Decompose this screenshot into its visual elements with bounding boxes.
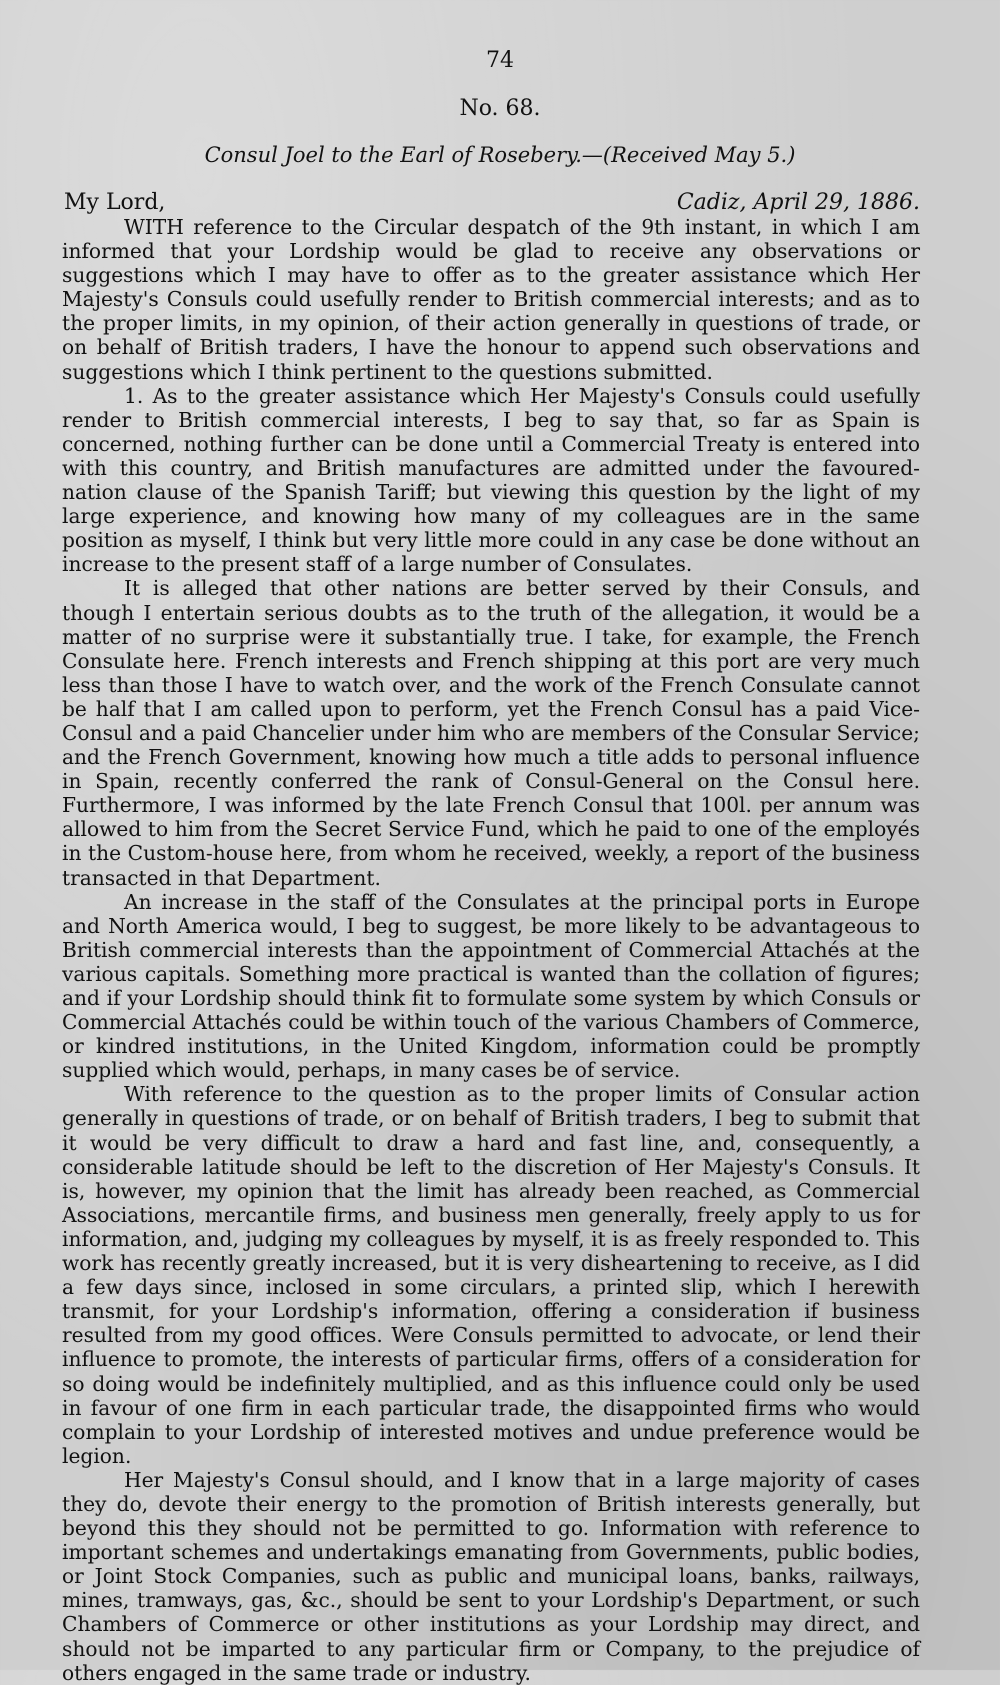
paragraph: 1. As to the greater assistance which Her Majesty's Consuls could usefully render to British commercial interests, I beg to say that, so far as Spain is concerned, nothing further can be done until a Commercial Treaty is entered into with this country, and British manufactures are admitted under the favoured-nation clause of the Spanish Tariff; but viewing this question by the light of my large experience, and knowing how many of my colleagues are in the same position as myself, I think but very little more could in any case be done without an increase to the present staff of a large number of Consulates. [62, 383, 920, 577]
letter-body [62, 215, 920, 1685]
page-number: 74 [486, 48, 514, 73]
paragraph: WITH reference to the Circular despatch of the 9th instant, in which I am informed that your Lordship would be glad to receive any observations or suggestions which I may have to offer as to the greater assistance which Her Majesty's Consuls could usefully render to British commercial interests; and as to the proper limits, in my opinion, of their action generally in questions of trade, or on behalf of British traders, I have the honour to append such observations and suggestions which I think pertinent to the questions submitted. [62, 215, 920, 384]
paragraph: Her Majesty's Consul should, and I know that in a large majority of cases they do, devote their energy to the promotion of British interests generally, but beyond this they should not be permitted to go. Information with reference to important schemes and undertakings emanating from Governments, public bodies, or Joint Stock Companies, such as public and municipal loans, banks, railways, mines, tramways, gas, &c., should be sent to your Lordship's Department, or such Chambers of Commerce or other institutions as your Lordship may direct, and should not be imparted to any particular firm or Company, to the prejudice of others engaged in the same trade or industry. [62, 1467, 920, 1685]
paragraph: It is alleged that other nations are better served by their Consuls, and though I entertain serious doubts as to the truth of the allegation, it would be a matter of no surprise were it substantially true. I take, for example, the French Consulate here. French interests and French shipping at this port are very much less than those I have to watch over, and the work of the French Consulate cannot be half that I am called upon to perform, yet the French Consul has a paid Vice-Consul and a paid Chancelier under him who are members of the Consular Service; and the French Government, knowing how much a title adds to personal influence in Spain, recently conferred the rank of Consul-General on the Consul here. Furthermore, I was informed by the late French Consul that 100l. per annum was allowed to him from the Secret Service Fund, which he paid to one of the employés in the Custom-house here, from whom he received, weekly, a report of the business transacted in that Department. [62, 576, 920, 890]
paragraph: An increase in the staff of the Consulates at the principal ports in Europe and North America would, I beg to suggest, be more likely to be advantageous to British commercial interests than the appointment of Commercial Attachés at the various capitals. Something more practical is wanted than the collation of figures; and if your Lordship should think fit to formulate some system by which Consuls or Commercial Attachés could be within touch of the various Chambers of Commerce, or kindred institutions, in the United Kingdom, information could be promptly supplied which would, perhaps, in many cases be of service. [62, 889, 920, 1083]
document-number: No. 68. [459, 96, 541, 121]
paragraph: With reference to the question as to the proper limits of Consular action generally in questions of trade, or on behalf of British traders, I beg to submit that it would be very difficult to draw a hard and fast line, and, consequently, a considerable latitude should be left to the discretion of Her Majesty's Consuls. It is, however, my opinion that the limit has already been reached, as Commercial Associations, mercantile firms, and business men generally, freely apply to us for information, and, judging my colleagues by myself, it is as freely responded to. This work has recently greatly increased, but it is very disheartening to receive, as I did a few days since, inclosed in some circulars, a printed slip, which I herewith transmit, for your Lordship's information, offering a consideration if business resulted from my good offices. Were Consuls permitted to advocate, or lend their influence to promote, the interests of particular firms, offers of a consideration for so doing would be indefinitely multiplied, and as this influence could only be used in favour of one firm in each particular trade, the disappointed firms who would complain to your Lordship of interested motives and undue preference would be legion. [62, 1082, 920, 1468]
salutation: My Lord, [64, 190, 166, 215]
dateline: Cadiz, April 29, 1886. [676, 190, 920, 215]
letter-heading: Consul Joel to the Earl of Rosebery.—(Received May 5.) [204, 143, 796, 167]
